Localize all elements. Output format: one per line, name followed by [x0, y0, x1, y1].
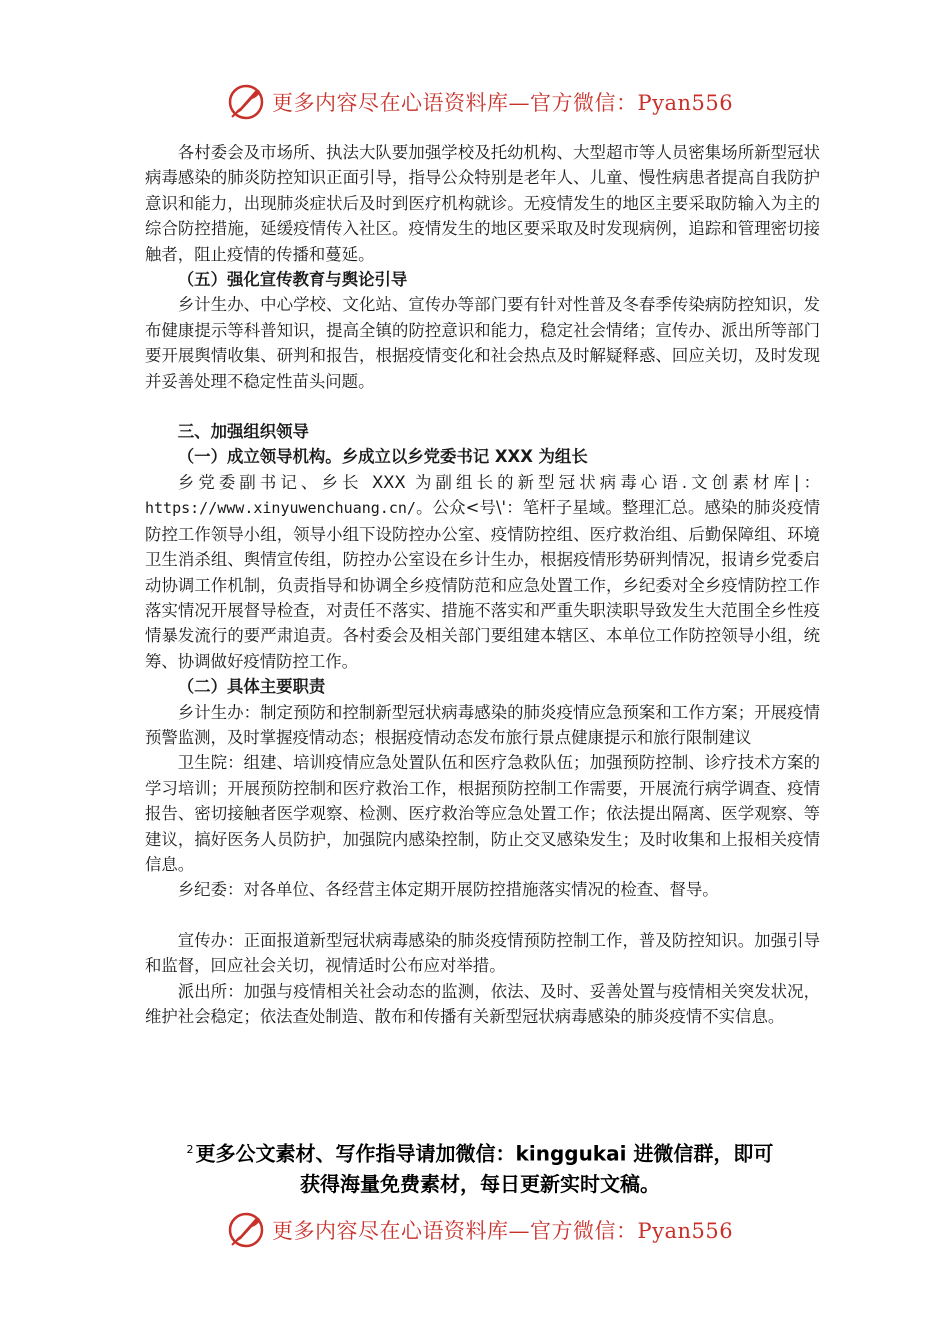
paragraph-rest-text: 。公众<号\'：笔杆子星域。整理汇总。感染的肺炎疫情防控工作领导小组，领导小组下设防控办公室、疫情防控组、医疗救治组、后勤保障组、环境卫生消杀组、舆情宣传组，防控办公室设在乡计生办，根据疫情形势研判情况，报请乡党委启动协调工作机制，负责指导和协调全乡疫情防范和应急处置工作，乡纪委对全乡疫情防控工作落实情况开展督导检查，对责任不落实、措施不落实和严重失职渎职导致发生大范围全乡性疫情暴发流行的要严肃追责。各村委会及相关部门要组建本辖区、本单位工作防控领导小组，统筹、协调做好疫情防控工作。 [145, 498, 820, 671]
footer-line-1-text: 更多公文素材、写作指导请加微信：kinggukai 进微信群，即可 [195, 1141, 774, 1166]
footer-note [135, 1135, 825, 1199]
spacer [145, 903, 820, 928]
duty-paragraph: 乡纪委：对各单位、各经营主体定期开展防控措施落实情况的检查、督导。 [177, 880, 719, 900]
spacer [145, 394, 820, 419]
quill-logo-icon [226, 82, 266, 122]
website-url: https://www.xinyuwenchuang.cn/ [145, 499, 416, 518]
subheading-two: （二）具体主要职责 [177, 677, 326, 697]
footer-line-1 [135, 1135, 825, 1169]
watermark-text: 更多内容尽在心语资料库—官方微信：Pyan556 [272, 1219, 734, 1243]
footer-watermark [226, 1210, 734, 1250]
quill-logo-icon [226, 1210, 266, 1250]
paragraph-leadership [145, 470, 820, 674]
watermark-text: 更多内容尽在心语资料库—官方微信：Pyan556 [272, 91, 734, 115]
section-heading-three: 三、加强组织领导 [177, 422, 309, 442]
header-watermark [226, 82, 734, 122]
duty-paragraph: 派出所：加强与疫情相关社会动态的监测，依法、及时、妥善处置与疫情相关突发状况，维护社会稳定；依法查处制造、散布和传播有关新型冠状病毒感染的肺炎疫情不实信息。 [145, 981, 820, 1026]
paragraph-lead-text: 乡党委副书记、乡长 XXX 为副组长的新型冠状病毒心语.文创素材库|： [177, 472, 820, 492]
duty-paragraph: 宣传办：正面报道新型冠状病毒感染的肺炎疫情预防控制工作，普及防控知识。加强引导和监督，回应社会关切，视情适时公布应对举措。 [145, 930, 820, 976]
duty-paragraph: 卫生院：组建、培训疫情应急处置队伍和医疗急救队伍；加强预防控制、诊疗技术方案的学习培训；开展预防控制和医疗救治工作，根据预防控制工作需要，开展流行病学调查、疫情报告、密切接触者医学观察、检测、医疗救治等应急处置工作；依法提出隔离、医学观察、等建议，搞好医务人员防护，加强院内感染控制，防止交叉感染发生；及时收集和上报相关疫情信息。 [145, 753, 820, 874]
paragraph: 各村委会及市场所、执法大队要加强学校及托幼机构、大型超市等人员密集场所新型冠状病毒感染的肺炎防控知识正面引导，指导公众特别是老年人、儿童、慢性病患者提高自我防护意识和能力，出现肺炎症状后及时到医疗机构就诊。无疫情发生的地区主要采取防输入为主的综合防控措施，延缓疫情传入社区。疫情发生的地区要采取及时发现病例，追踪和管理密切接触者，阻止疫情的传播和蔓延。 [145, 143, 820, 264]
footer-line-2: 获得海量免费素材，每日更新实时文稿。 [300, 1171, 660, 1196]
duty-paragraph: 乡计生办：制定预防和控制新型冠状病毒感染的肺炎疫情应急预案和工作方案；开展疫情预警监测，及时掌握疫情动态；根据疫情动态发布旅行景点健康提示和旅行限制建议 [145, 702, 820, 747]
document-body [145, 140, 820, 1029]
subheading-five: （五）强化宣传教育与舆论引导 [177, 270, 408, 290]
subheading-one: （一）成立领导机构。乡成立以乡党委书记 XXX 为组长 [177, 447, 588, 467]
paragraph: 乡计生办、中心学校、文化站、宣传办等部门要有针对性普及冬春季传染病防控知识，发布健康提示等科普知识，提高全镇的防控意识和能力，稳定社会情绪；宣传办、派出所等部门要开展舆情收集、研判和报告，根据疫情变化和社会热点及时解疑释惑、回应关切，及时发现并妥善处理不稳定性苗头问题。 [145, 295, 820, 391]
page-number: 2 [186, 1143, 194, 1156]
